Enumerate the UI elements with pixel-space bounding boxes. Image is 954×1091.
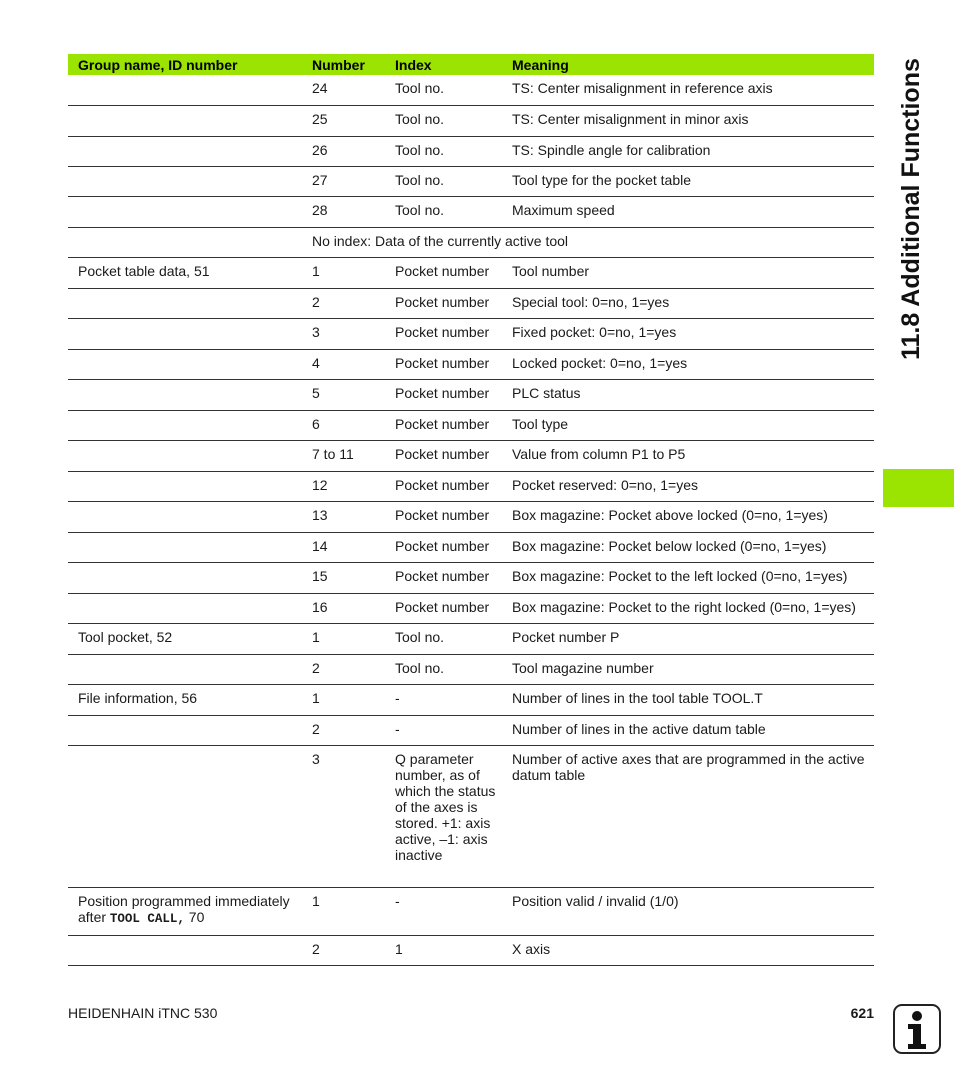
cell-index: Pocket number — [385, 257, 502, 288]
cell-number: 1 — [302, 623, 385, 654]
cell-number: 5 — [302, 379, 385, 410]
cell-group — [68, 196, 302, 227]
cell-meaning: Number of lines in the active datum table — [502, 715, 874, 745]
cell-number: 7 to 11 — [302, 440, 385, 471]
cell-number: 2 — [302, 288, 385, 318]
cell-index: Pocket number — [385, 379, 502, 410]
cell-index: Tool no. — [385, 105, 502, 136]
table-row — [68, 136, 874, 166]
cell-number: 16 — [302, 593, 385, 623]
table-row — [68, 318, 874, 349]
cell-group — [68, 288, 302, 318]
cell-group — [68, 501, 302, 532]
table-row — [68, 288, 874, 318]
cell-index: Pocket number — [385, 349, 502, 379]
cell-number: 2 — [302, 715, 385, 745]
cell-index: Pocket number — [385, 501, 502, 532]
cell-index: - — [385, 887, 502, 935]
cell-number: 2 — [302, 935, 385, 965]
table-row — [68, 935, 874, 965]
cell-meaning: Number of lines in the tool table TOOL.T — [502, 684, 874, 715]
cell-index: Tool no. — [385, 136, 502, 166]
cell-group — [68, 471, 302, 501]
cell-meaning: Tool type — [502, 410, 874, 440]
cell-meaning: X axis — [502, 935, 874, 965]
table-row — [68, 196, 874, 227]
cell-number: 26 — [302, 136, 385, 166]
table-row — [68, 887, 874, 935]
cell-index: Tool no. — [385, 623, 502, 654]
cell-group: Pocket table data, 51 — [68, 257, 302, 288]
table-row — [68, 501, 874, 532]
table-body — [68, 75, 874, 965]
chapter-tab-marker — [883, 469, 954, 507]
cell-index: Tool no. — [385, 196, 502, 227]
cell-index: - — [385, 684, 502, 715]
cell-group: File information, 56 — [68, 684, 302, 715]
info-icon — [893, 1004, 941, 1054]
cell-group — [68, 715, 302, 745]
cell-number: 25 — [302, 105, 385, 136]
cell-group — [68, 227, 302, 257]
cell-index: Pocket number — [385, 318, 502, 349]
table-row — [68, 715, 874, 745]
cell-group — [68, 136, 302, 166]
cell-meaning: Box magazine: Pocket to the right locked (0=no, 1=yes) — [502, 593, 874, 623]
cell-meaning: Box magazine: Pocket to the left locked (0=no, 1=yes) — [502, 562, 874, 593]
cell-index: Pocket number — [385, 562, 502, 593]
table-row — [68, 379, 874, 410]
cell-meaning: Box magazine: Pocket above locked (0=no, 1=yes) — [502, 501, 874, 532]
cell-group — [68, 318, 302, 349]
cell-meaning: Position valid / invalid (1/0) — [502, 887, 874, 935]
cell-group — [68, 166, 302, 196]
table-row — [68, 227, 874, 257]
cell-number: 13 — [302, 501, 385, 532]
cell-meaning: Tool magazine number — [502, 654, 874, 684]
cell-group-code: TOOL CALL, — [109, 911, 185, 926]
cell-meaning: Pocket reserved: 0=no, 1=yes — [502, 471, 874, 501]
cell-meaning: Number of active axes that are programmed in the active datum table — [502, 745, 874, 887]
cell-group — [68, 593, 302, 623]
cell-number: 6 — [302, 410, 385, 440]
cell-group-text: Position programmed immediately after — [78, 892, 290, 925]
section-title: 11.8 Additional Functions — [897, 58, 925, 360]
table-row — [68, 166, 874, 196]
cell-group — [68, 562, 302, 593]
cell-index: - — [385, 715, 502, 745]
table-row — [68, 593, 874, 623]
cell-index: Pocket number — [385, 532, 502, 562]
cell-group — [68, 349, 302, 379]
cell-index: Pocket number — [385, 593, 502, 623]
table-row — [68, 105, 874, 136]
parameter-table — [68, 54, 874, 966]
table-row — [68, 684, 874, 715]
cell-meaning: TS: Center misalignment in minor axis — [502, 105, 874, 136]
table-row — [68, 75, 874, 105]
manual-name: HEIDENHAIN iTNC 530 — [68, 1005, 218, 1021]
cell-number: 2 — [302, 654, 385, 684]
cell-index: 1 — [385, 935, 502, 965]
header-group: Group name, ID number — [68, 54, 302, 75]
cell-index: Q parameter number, as of which the status of the axes is stored. +1: axis active, –1: axis inactive — [385, 745, 502, 887]
cell-meaning: TS: Center misalignment in reference axis — [502, 75, 874, 105]
table-row — [68, 410, 874, 440]
header-index: Index — [385, 54, 502, 75]
cell-group — [68, 410, 302, 440]
page-number: 621 — [850, 1005, 874, 1021]
cell-number: 27 — [302, 166, 385, 196]
cell-meaning: Tool number — [502, 257, 874, 288]
cell-number: 24 — [302, 75, 385, 105]
cell-meaning: Fixed pocket: 0=no, 1=yes — [502, 318, 874, 349]
cell-group — [68, 75, 302, 105]
cell-group — [68, 887, 302, 935]
cell-number: 1 — [302, 257, 385, 288]
cell-number: 4 — [302, 349, 385, 379]
cell-number: 12 — [302, 471, 385, 501]
parameter-table-container — [68, 54, 874, 966]
cell-meaning: Special tool: 0=no, 1=yes — [502, 288, 874, 318]
table-row — [68, 562, 874, 593]
cell-number: 14 — [302, 532, 385, 562]
cell-group-suffix: 70 — [184, 908, 205, 925]
cell-number: 1 — [302, 887, 385, 935]
cell-number: 3 — [302, 318, 385, 349]
cell-meaning: Tool type for the pocket table — [502, 166, 874, 196]
cell-meaning: TS: Spindle angle for calibration — [502, 136, 874, 166]
cell-group — [68, 935, 302, 965]
table-row — [68, 257, 874, 288]
table-row — [68, 654, 874, 684]
cell-index: Tool no. — [385, 75, 502, 105]
cell-group — [68, 532, 302, 562]
cell-index: Pocket number — [385, 440, 502, 471]
table-row — [68, 532, 874, 562]
table-header-row — [68, 54, 874, 75]
table-row — [68, 745, 874, 887]
cell-number: 15 — [302, 562, 385, 593]
header-meaning: Meaning — [502, 54, 874, 75]
cell-number: 3 — [302, 745, 385, 887]
cell-group — [68, 105, 302, 136]
cell-index: Pocket number — [385, 288, 502, 318]
header-number: Number — [302, 54, 385, 75]
cell-index: Pocket number — [385, 410, 502, 440]
cell-meaning: Locked pocket: 0=no, 1=yes — [502, 349, 874, 379]
cell-meaning: Box magazine: Pocket below locked (0=no, 1=yes) — [502, 532, 874, 562]
cell-meaning: Maximum speed — [502, 196, 874, 227]
cell-number: 28 — [302, 196, 385, 227]
cell-note: No index: Data of the currently active tool — [302, 227, 874, 257]
cell-group: Tool pocket, 52 — [68, 623, 302, 654]
cell-group — [68, 654, 302, 684]
cell-group — [68, 379, 302, 410]
cell-meaning: Pocket number P — [502, 623, 874, 654]
cell-index: Pocket number — [385, 471, 502, 501]
cell-meaning: Value from column P1 to P5 — [502, 440, 874, 471]
cell-meaning: PLC status — [502, 379, 874, 410]
table-row — [68, 623, 874, 654]
cell-group — [68, 745, 302, 887]
table-row — [68, 440, 874, 471]
cell-group — [68, 440, 302, 471]
table-row — [68, 349, 874, 379]
cell-index: Tool no. — [385, 166, 502, 196]
cell-number: 1 — [302, 684, 385, 715]
table-row — [68, 471, 874, 501]
cell-index: Tool no. — [385, 654, 502, 684]
